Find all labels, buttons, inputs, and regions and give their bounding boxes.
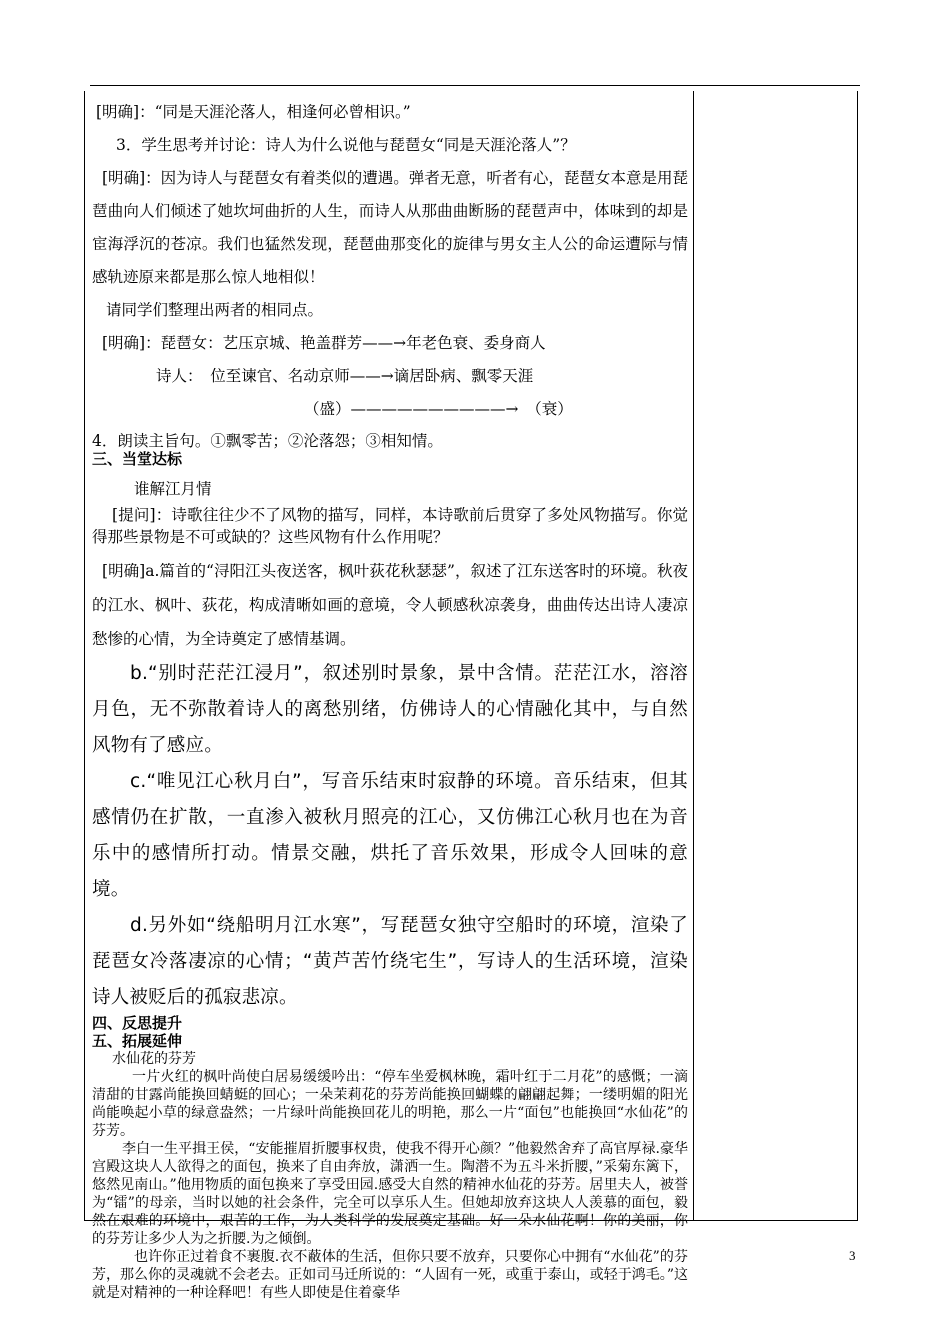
comparison-pipa: [明确]：琵琶女：艺压京城、艳盖群芳——→年老色衰、委身商人 bbox=[102, 334, 546, 352]
dangtang-title: 谁解江月情 bbox=[134, 480, 212, 498]
header-rule bbox=[90, 85, 860, 86]
dangtang-answer-c: c.“唯见江心秋月白”，写音乐结束时寂静的环境。音乐结束，但其感情仍在扩散，一直渗入被秋月照亮的江心，又仿佛江心秋月也在为音乐中的感情所打动。情景交融，烘托了音乐效果，形成令人回味的意境。 bbox=[92, 771, 688, 900]
dangtang-answer-a: [明确]a.篇首的“浔阳江头夜送客，枫叶荻花秋瑟瑟”，叙述了江东送客时的环境。秋夜的江水、枫叶、荻花，构成清晰如画的意境，令人顿感秋凉袭身，曲曲传达出诗人凄凉愁惨的心情，为全诗奠定了感情基调。 bbox=[92, 562, 688, 648]
rise-fall-line: （盛）——————————→ （衰） bbox=[304, 400, 573, 418]
dangtang-answer-d: d.另外如“绕船明月江水寒”，写琵琶女独守空船时的环境，渲染了琵琶女冷落凄凉的心情；“黄芦苦竹绕宅生”，写诗人的生活环境，渲染诗人被贬后的孤寂悲凉。 bbox=[92, 915, 688, 1008]
tuozhan-paragraph-1: 一片火红的枫叶尚使白居易缓缓吟出：“停车坐爱枫林晚，霜叶红于二月花”的感慨；一滴清甜的甘露尚能换回蜻蜓的回心；一朵茉莉花的芬芳尚能换回蝴蝶的翩翩起舞；一缕明媚的阳光尚能唤起小草的绿意盎然；一片绿叶尚能换回花儿的明艳，那么一片“面包”也能换回“水仙花”的芬芳。 bbox=[92, 1069, 688, 1139]
main-cell bbox=[92, 96, 688, 1302]
dangtang-answer-b: b.“别时茫茫江浸月”，叙述别时景象，景中含情。茫茫江水，溶溶月色，无不弥散着诗人的离愁别绪，仿佛诗人的心情融化其中，与自然风物有了感应。 bbox=[92, 663, 688, 756]
section-4-heading: 四、反思提升 bbox=[92, 1014, 183, 1032]
mingque-paragraph: [明确]：因为诗人与琵琶女有着类似的遭遇。弹者无意，听者有心，琵琶女本意是用琵琶曲向人们倾述了她坎坷曲折的人生，而诗人从那曲曲断肠的琵琶声中，体味到的却是宦海浮沉的苍凉。我们也猛然发现，琵琶曲那变化的旋律与男女主人公的命运遭际与情感轨迹原来都是那么惊人地相似！ bbox=[92, 169, 688, 286]
tuozhan-paragraph-2: 李白一生平揖王侯，“安能摧眉折腰事权贵，使我不得开心颜？”他毅然舍弃了高官厚禄.豪华宫殿这块人人欲得之的面包，换来了自由奔放，潇洒一生。陶潜不为五斗米折腰，”采菊东篱下，悠然见南山。”他用物质的面包换来了享受田园.感受大自然的精神水仙花的芬芳。居里夫人，被誉为“镭”的母亲，当时以她的社会条件，完全可以享乐人生。但她却放弃这块人人羡慕的面包，毅然在艰难的环境中，艰苦的工作，为人类科学的发展奠定基础。好一朵水仙花啊！你的美丽，你的芬芳让多少人为之折腰.为之倾倒。 bbox=[92, 1141, 688, 1247]
page-number: 3 bbox=[849, 1248, 856, 1263]
comparison-poet: 诗人： 位至谏官、名动京师——→谪居卧病、飘零天涯 bbox=[156, 367, 534, 385]
dangtang-question: [提问]：诗歌往往少不了风物的描写，同样，本诗歌前后贯穿了多处风物描写。你觉得那些景物是不可或缺的？这些风物有什么作用呢？ bbox=[92, 506, 688, 546]
section-3-heading: 三、当堂达标 bbox=[92, 450, 183, 468]
instruction-line: 请同学们整理出两者的相同点。 bbox=[106, 301, 324, 319]
mingque-line: [明确]：“同是天涯沦落人，相逢何必曾相识。” bbox=[96, 103, 411, 121]
tuozhan-paragraph-3: 也许你正过着食不裹腹.衣不蔽体的生活，但你只要不放弃，只要你心中拥有“水仙花”的芬芳，那么你的灵魂就不会老去。正如司马迁所说的：“人固有一死，或重于泰山，或轻于鸿毛。”这就是对精神的一种诠释吧！有些人即使是住着豪华 bbox=[92, 1249, 688, 1301]
tuozhan-title: 水仙花的芬芳 bbox=[112, 1051, 196, 1067]
question-3: 3．学生思考并讨论：诗人为什么说他与琵琶女“同是天涯沦落人”？ bbox=[116, 136, 576, 154]
reading-line: 4．朗读主旨句。①飘零苦；②沦落怨；③相知情。 bbox=[92, 432, 443, 450]
section-5-heading: 五、拓展延伸 bbox=[92, 1032, 183, 1050]
table-column-divider bbox=[693, 91, 694, 1221]
